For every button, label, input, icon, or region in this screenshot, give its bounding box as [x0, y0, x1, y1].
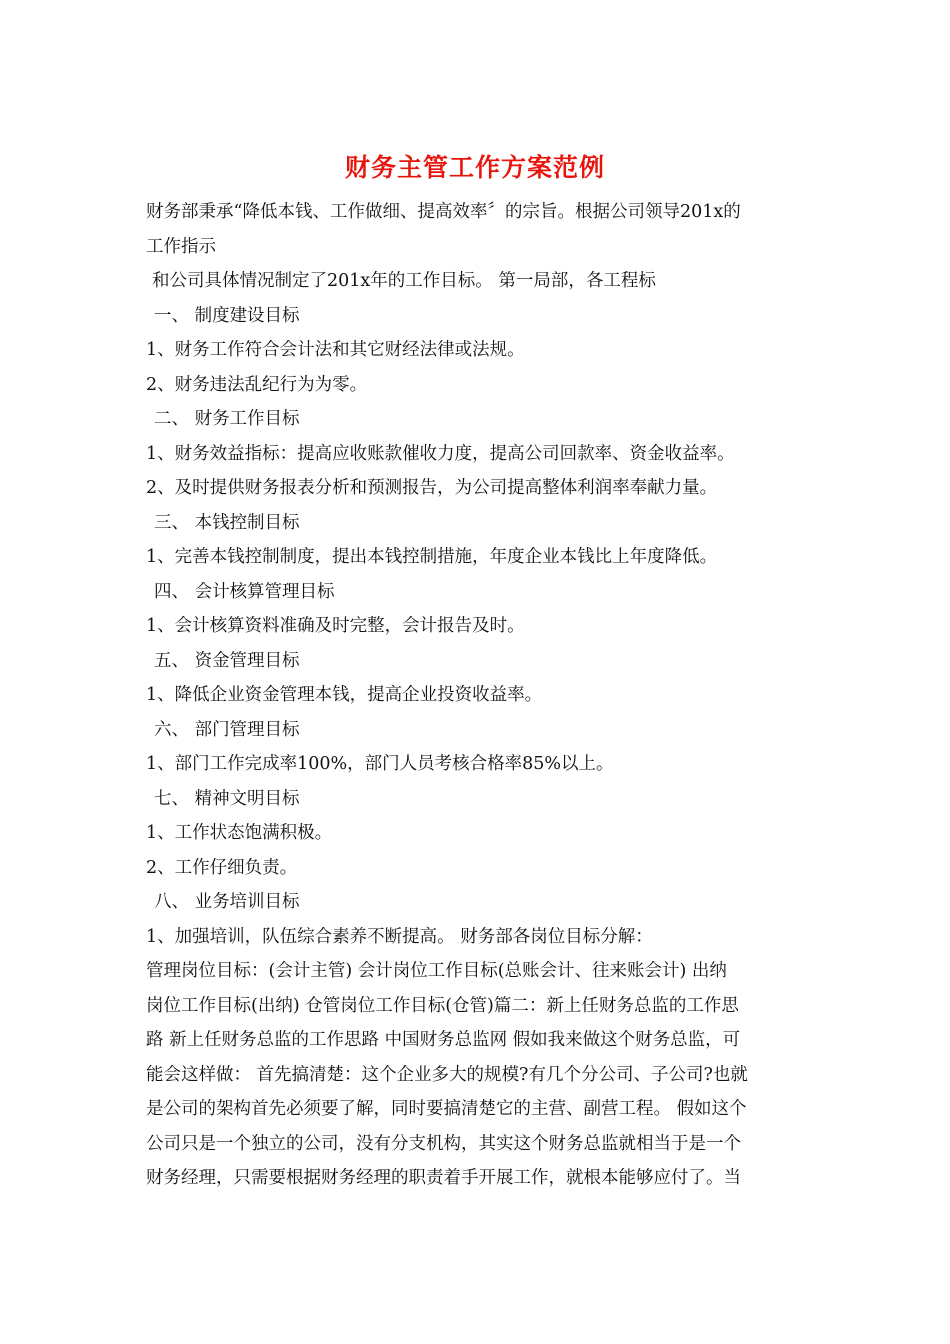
- section-item: 1、会计核算资料准确及时完整，会计报告及时。: [146, 616, 525, 636]
- closing-line: 路 新上任财务总监的工作思路 中国财务总监网 假如我来做这个财务总监，可: [146, 1030, 741, 1050]
- section-heading: 八、 业务培训目标: [154, 892, 300, 912]
- intro-line: 工作指示: [146, 236, 216, 257]
- intro-line: 和公司具体情况制定了201x年的工作目标。 第一局部，各工程标: [152, 271, 656, 291]
- section-item: 2、及时提供财务报表分析和预测报告，为公司提高整体利润率奉献力量。: [146, 478, 718, 498]
- section-item: 1、工作状态饱满积极。: [146, 823, 333, 843]
- document-title: 财务主管工作方案范例: [344, 153, 605, 182]
- section-item: 1、部门工作完成率100%，部门人员考核合格率85%以上。: [146, 754, 614, 774]
- closing-line: 财务经理，只需要根据财务经理的职责着手开展工作，就根本能够应付了。当: [146, 1168, 741, 1188]
- section-item: 2、财务违法乱纪行为为零。: [146, 374, 368, 395]
- section-heading: 二、 财务工作目标: [154, 409, 300, 429]
- section-heading: 三、 本钱控制目标: [154, 512, 300, 533]
- closing-line: 公司只是一个独立的公司，没有分支机构，其实这个财务总监就相当于是一个: [146, 1133, 741, 1154]
- intro-line: 财务部秉承“降低本钱、工作做细、提高效率〞的宗旨。根据公司领导201x的: [146, 202, 741, 222]
- document-body: [146, 195, 811, 1196]
- section-item: 2、工作仔细负责。: [146, 857, 298, 878]
- closing-line: 管理岗位目标：(会计主管) 会计岗位工作目标(总账会计、往来账会计) 出纳: [146, 961, 727, 981]
- section-heading: 七、 精神文明目标: [154, 788, 300, 809]
- closing-line: 岗位工作目标(出纳) 仓管岗位工作目标(仓管)篇二：新上任财务总监的工作思: [146, 995, 739, 1016]
- section-item: 1、降低企业资金管理本钱，提高企业投资收益率。: [146, 685, 543, 705]
- section-item: 1、财务效益指标：提高应收账款催收力度，提高公司回款率、资金收益率。: [146, 443, 735, 464]
- closing-line: 能会这样做： 首先搞清楚：这个企业多大的规模?有几个分公司、子公司?也就: [146, 1064, 748, 1085]
- section-item: 1、财务工作符合会计法和其它财经法律或法规。: [146, 340, 525, 360]
- section-heading: 五、 资金管理目标: [154, 650, 300, 671]
- section-heading: 四、 会计核算管理目标: [154, 581, 335, 602]
- section-item: 1、完善本钱控制制度，提出本钱控制措施，年度企业本钱比上年度降低。: [146, 547, 718, 567]
- closing-line: 是公司的架构首先必须要了解，同时要搞清楚它的主营、副营工程。 假如这个: [146, 1099, 747, 1119]
- section-heading: 一、 制度建设目标: [154, 305, 300, 326]
- section-heading: 六、 部门管理目标: [154, 719, 300, 740]
- section-item: 1、加强培训，队伍综合素养不断提高。 财务部各岗位目标分解：: [146, 926, 653, 947]
